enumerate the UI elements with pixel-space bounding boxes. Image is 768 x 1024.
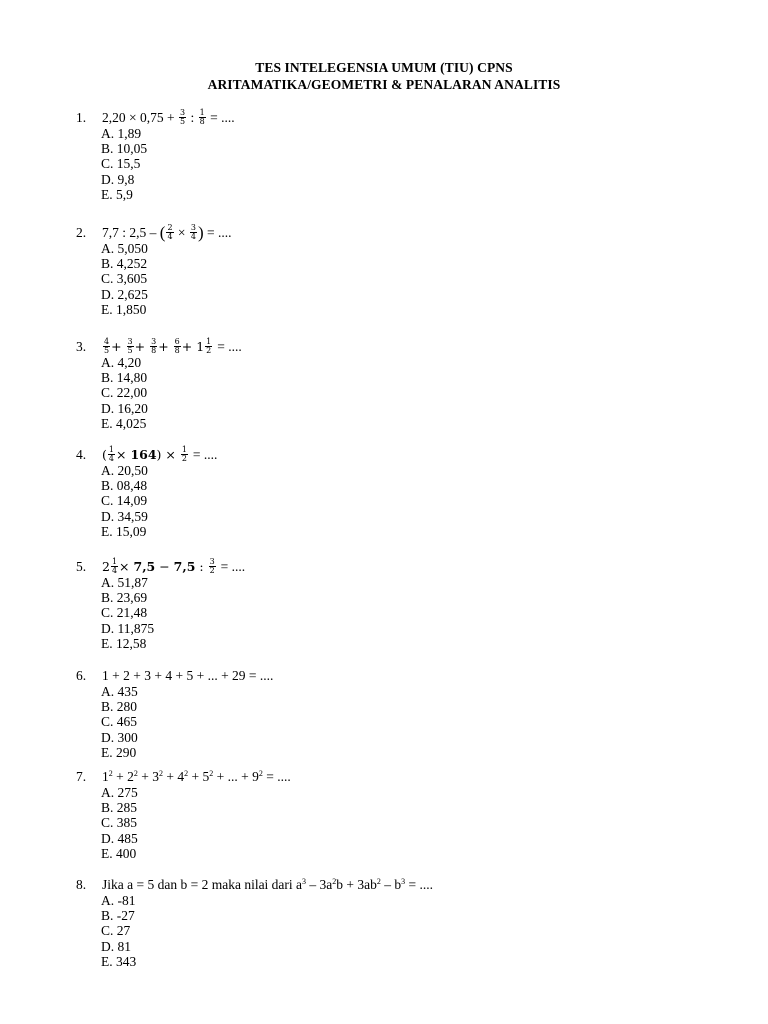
question-number: 6.	[76, 668, 87, 683]
option: D. 11,875	[101, 620, 155, 636]
option: A. 5,050	[101, 241, 148, 256]
option: D. 485	[101, 830, 138, 846]
equals-blank: = ....	[207, 225, 232, 240]
question-6-expression: 1 + 2 + 3 + 4 + 5 + ... + 29 = ....	[102, 668, 274, 683]
options-list	[101, 785, 736, 861]
equals-blank: = ....	[192, 447, 218, 462]
operand: 2,20	[102, 110, 126, 125]
operand: 7,7	[102, 225, 119, 240]
option: C. 15,5	[101, 156, 141, 172]
fraction: $\frac{6}{8}$	[174, 337, 180, 355]
option: B. 10,05	[101, 141, 148, 157]
option: B. -27	[101, 908, 135, 924]
option: C. 465	[101, 714, 138, 730]
question-number: 1.	[76, 110, 87, 125]
option: D. 9,8	[101, 171, 135, 187]
option: A. -81	[101, 893, 136, 908]
question-number: 8.	[76, 877, 87, 892]
operand: 2,5	[129, 225, 147, 240]
option: B. 23,69	[101, 590, 148, 606]
operand: 7,5	[133, 559, 156, 574]
fraction: $\frac{1}{8}$	[199, 108, 205, 127]
option: E. 290	[101, 744, 137, 760]
question-number: 7.	[76, 769, 87, 784]
fraction: $\frac{3}{4}$	[190, 223, 196, 242]
option: B. 285	[101, 800, 138, 816]
option: C. 21,48	[101, 605, 148, 621]
equals-blank: = ....	[220, 559, 246, 574]
question-6	[76, 667, 736, 760]
question-4-line	[76, 446, 736, 463]
operand: 7,5	[173, 559, 196, 574]
option: E. 15,09	[101, 523, 147, 539]
equals-blank: = ....	[210, 110, 235, 125]
question-8-line	[76, 876, 736, 893]
question-number: 3.	[76, 339, 87, 354]
question-8-expression: Jika a = 5 dan b = 2 maka nilai dari $a^3 - 3a^2b + 3ab^2 - b^3$ = ....	[102, 877, 434, 892]
option: C. 27	[101, 923, 131, 939]
fraction: $\frac{3}{5}$	[127, 337, 133, 355]
question-number: 5.	[76, 559, 87, 574]
question-1	[76, 109, 736, 202]
option: D. 300	[101, 729, 138, 745]
option: E. 5,9	[101, 186, 133, 202]
question-number: 2.	[76, 225, 87, 240]
question-2-line	[76, 224, 736, 241]
document-title-line2: ARITAMATIKA/GEOMETRI & PENALARAN ANALITIS	[207, 77, 561, 92]
question-5-expression: 2 $\frac{1}{4}$ × 7,5 − 7,5 : $\frac{3}{2}$ = ....	[102, 557, 246, 575]
fraction: $\frac{3}{8}$	[151, 337, 157, 355]
question-2	[76, 224, 736, 317]
document-title-line1: TES INTELEGENSIA UMUM (TIU) CPNS	[255, 60, 513, 75]
option: A. 4,20	[101, 355, 142, 370]
whole-number: 2	[102, 559, 110, 574]
option: D. 16,20	[101, 400, 148, 416]
option: C. 385	[101, 815, 138, 831]
options-list	[101, 126, 736, 202]
option: A. 20,50	[101, 463, 148, 478]
options-list	[101, 893, 736, 969]
options-list	[101, 355, 736, 431]
options-list	[101, 241, 736, 317]
question-3-line	[76, 338, 736, 355]
question-number: 4.	[76, 447, 87, 462]
question-6-line	[76, 667, 736, 684]
fraction: $\frac{1}{2}$	[181, 445, 187, 463]
option: A. 51,87	[101, 575, 148, 590]
fraction: $\frac{3}{2}$	[209, 557, 215, 575]
option: A. 1,89	[101, 126, 142, 141]
question-5-line	[76, 558, 736, 575]
option: E. 12,58	[101, 635, 147, 651]
question-2-expression: 7,7 : 2,5 – ( $\frac{2}{4}$ × $\frac{3}{4}$ ) = ....	[102, 222, 232, 242]
option: E. 400	[101, 845, 137, 861]
fraction: $\frac{2}{4}$	[167, 223, 173, 242]
question-1-expression: 2,20 × 0,75 + $\frac{3}{5}$ : $\frac{1}{8}$ = ....	[102, 108, 235, 127]
option: D. 2,625	[101, 286, 148, 302]
fraction: $\frac{1}{2}$	[206, 337, 212, 355]
operand: 164	[130, 447, 157, 462]
option: E. 1,850	[101, 301, 147, 317]
question-4	[76, 446, 736, 539]
question-7-line	[76, 768, 736, 785]
option: E. 343	[101, 953, 137, 969]
option: C. 22,00	[101, 385, 148, 401]
option: E. 4,025	[101, 415, 147, 431]
whole-number: 1	[196, 339, 205, 354]
question-7-expression: $1^2 + 2^2 + 3^2 + 4^2 + 5^2$ + ... + $9^2$ = ....	[102, 769, 291, 784]
option: B. 14,80	[101, 370, 148, 386]
question-3	[76, 338, 736, 431]
equals-blank: = ....	[266, 769, 291, 784]
options-list	[101, 463, 736, 539]
option: C. 3,605	[101, 271, 148, 287]
fraction: $\frac{1}{4}$	[108, 445, 114, 463]
question-3-expression: $\frac{4}{5}$ + $\frac{3}{5}$ + $\frac{3}{8}$ + $\frac{6}{8}$ + 1 $\frac{1}{2}$ = ....	[104, 337, 242, 355]
option: B. 280	[101, 699, 138, 715]
options-list	[101, 575, 736, 651]
fraction: $\frac{1}{4}$	[111, 557, 118, 575]
option: B. 4,252	[101, 256, 148, 272]
options-list	[101, 684, 736, 760]
question-7	[76, 768, 736, 861]
question-8	[76, 876, 736, 969]
fraction: $\frac{4}{5}$	[104, 337, 110, 355]
option: D. 81	[101, 938, 131, 954]
option: A. 435	[101, 684, 138, 699]
question-1-line	[76, 109, 736, 126]
option: A. 275	[101, 785, 138, 800]
question-5	[76, 558, 736, 651]
option: D. 34,59	[101, 508, 148, 524]
option: C. 14,09	[101, 493, 148, 509]
equals-blank: = ....	[217, 339, 242, 354]
option: B. 08,48	[101, 478, 148, 494]
operand: 0,75	[140, 110, 164, 125]
question-4-expression: ( $\frac{1}{4}$ × 164) × $\frac{1}{2}$ = ....	[102, 445, 218, 463]
fraction: $\frac{3}{5}$	[180, 108, 186, 127]
